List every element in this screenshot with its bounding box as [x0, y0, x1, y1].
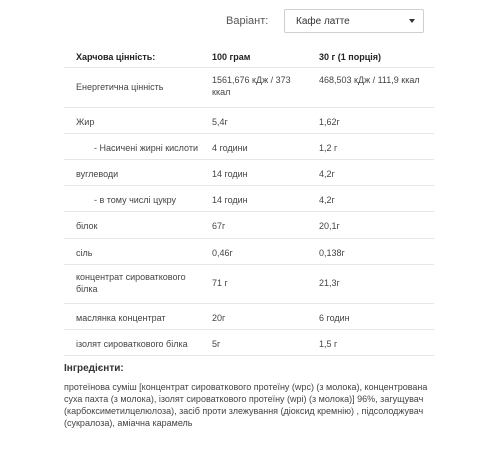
- variant-row: [0, 9, 500, 35]
- row-per-100g: 1561,676 кДж / 373 ккал: [212, 75, 291, 97]
- table-row: [64, 304, 434, 330]
- row-name: концентрат сироваткового білка: [76, 272, 186, 294]
- row-per-100g: 4 години: [212, 143, 248, 153]
- row-per-serving: 21,3г: [319, 278, 340, 288]
- row-per-100g: 71 г: [212, 278, 228, 288]
- nutrition-table: [64, 45, 434, 356]
- row-name: білок: [76, 221, 98, 231]
- row-per-serving: 4,2г: [319, 195, 335, 205]
- table-row: [64, 68, 434, 108]
- row-per-100g: 67г: [212, 221, 226, 231]
- row-per-100g: 14 годин: [212, 195, 248, 205]
- row-per-100g: 5,4г: [212, 117, 228, 127]
- row-name: вуглеводи: [76, 169, 119, 179]
- variant-label: Варіант:: [226, 15, 269, 27]
- table-row: [64, 212, 434, 239]
- row-per-serving: 468,503 кДж / 111,9 ккал: [319, 75, 420, 85]
- row-per-serving: 1,5 г: [319, 339, 338, 349]
- ingredients-title: Інгредієнти:: [64, 363, 124, 374]
- header-per-100g: 100 грам: [212, 52, 251, 62]
- ingredients-section: [64, 363, 434, 429]
- variant-selected-value: Кафе латте: [296, 16, 350, 27]
- row-per-serving: 1,62г: [319, 117, 340, 127]
- table-row: [64, 265, 434, 304]
- row-per-100g: 20г: [212, 313, 226, 323]
- row-per-serving: 1,2 г: [319, 143, 338, 153]
- table-header-row: [64, 45, 434, 68]
- header-per-serving: 30 г (1 порція): [319, 52, 381, 62]
- table-row: [64, 186, 434, 212]
- row-name: сіль: [76, 248, 93, 258]
- table-row: [64, 330, 434, 356]
- table-row: [64, 108, 434, 134]
- header-nutrition: Харчова цінність:: [76, 52, 156, 62]
- chevron-down-icon: [409, 19, 415, 23]
- table-row: [64, 134, 434, 160]
- table-row: [64, 239, 434, 265]
- row-name: Жир: [76, 117, 95, 127]
- ingredients-text: протеїнова суміш [концентрат сироваткового протеїну (wpc) (з молока), концентрована суха пахта (з молока), ізолят сироваткового протеїну (wpi) (з молока)] 96%, загущувач (карбоксиметилцелюлоза), засіб проти злежування (діоксид кремнію) , підсолоджувач (сукралоза), аміачна карамель: [64, 382, 428, 428]
- table-row: [64, 160, 434, 186]
- row-name: Енергетична цінність: [76, 82, 164, 92]
- row-per-serving: 20,1г: [319, 221, 340, 231]
- row-per-100g: 5г: [212, 339, 221, 349]
- row-name: ізолят сироваткового білка: [76, 339, 188, 349]
- row-per-100g: 0,46г: [212, 248, 233, 258]
- row-name: - Насичені жирні кислоти: [94, 143, 198, 153]
- row-per-serving: 4,2г: [319, 169, 335, 179]
- row-per-100g: 14 годин: [212, 169, 248, 179]
- row-per-serving: 0,138г: [319, 248, 345, 258]
- row-per-serving: 6 годин: [319, 313, 350, 323]
- variant-select[interactable]: [284, 9, 424, 33]
- row-name: маслянка концентрат: [76, 313, 166, 323]
- row-name: - в тому числі цукру: [94, 195, 177, 205]
